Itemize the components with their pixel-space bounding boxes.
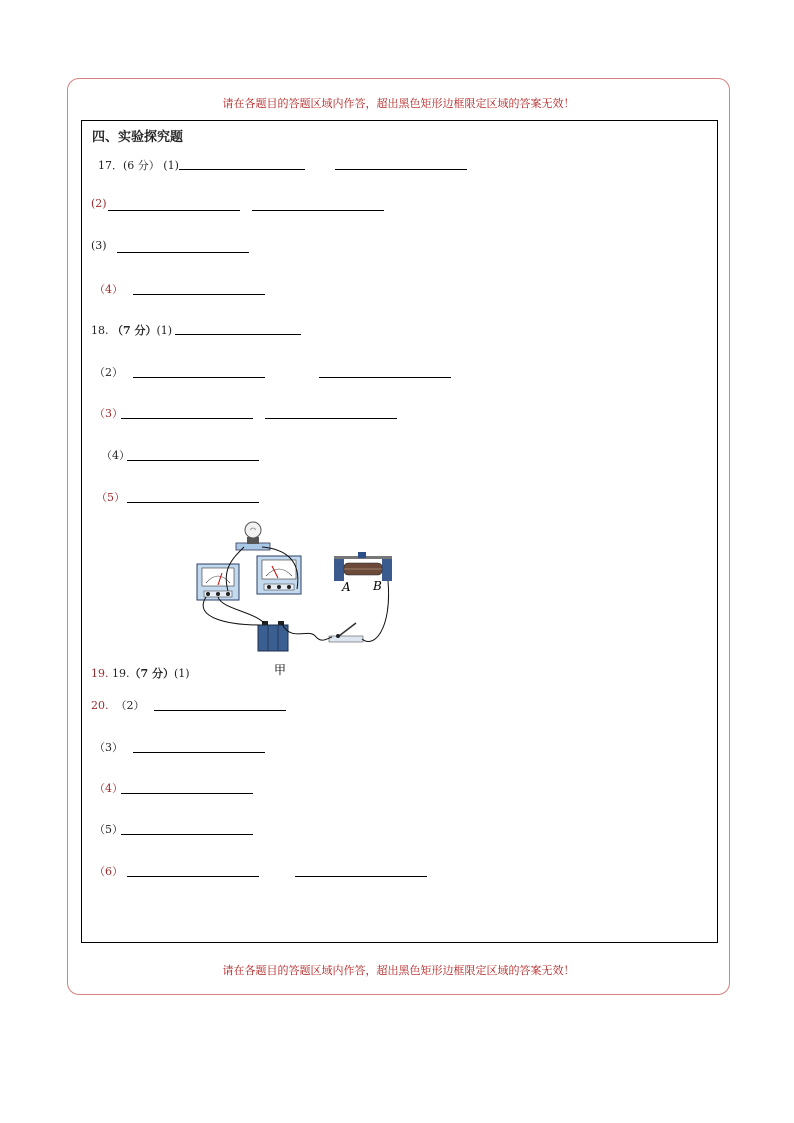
q18-3-blank-b[interactable]	[265, 418, 397, 419]
q19-number-inline: 19.	[112, 667, 130, 680]
q18-2-blank-a[interactable]	[133, 377, 265, 378]
rheostat-icon	[334, 552, 392, 581]
q20-5-blank[interactable]	[121, 834, 253, 835]
q17-part3: (3)	[91, 239, 107, 252]
q17-part2: (2)	[91, 197, 107, 210]
q18-part2: （2）	[94, 366, 123, 379]
voltmeter-icon	[257, 556, 301, 594]
notice-top: 请在各题目的答题区域内作答，超出黑色矩形边框限定区域的答案无效！	[222, 97, 575, 110]
q20-2-blank[interactable]	[154, 710, 286, 711]
q18-part5: （5）	[96, 491, 125, 504]
q17-number: 17．	[98, 159, 123, 172]
label-b: B	[373, 579, 382, 593]
q18-3-blank-a[interactable]	[121, 418, 253, 419]
battery-icon	[258, 621, 288, 651]
q18-part1: (1)	[156, 324, 173, 337]
lamp-icon	[236, 522, 270, 550]
q20-4-blank[interactable]	[121, 793, 253, 794]
q17-row1	[98, 157, 179, 173]
q20-3-blank[interactable]	[133, 752, 265, 753]
switch-icon	[329, 623, 363, 642]
figure-caption: 甲	[274, 663, 287, 677]
q19-row1	[91, 665, 190, 681]
circuit-diagram	[192, 519, 422, 679]
q18-2-blank-b[interactable]	[319, 377, 451, 378]
q19-part1: (1)	[173, 667, 190, 680]
answer-region	[81, 120, 718, 943]
q17-part4: （4）	[94, 283, 123, 296]
q18-number: 18.	[91, 324, 109, 337]
q18-5-blank[interactable]	[127, 502, 259, 503]
ammeter-icon	[197, 564, 239, 600]
q18-part4: （4）	[101, 449, 130, 462]
q18-4-blank[interactable]	[127, 460, 259, 461]
q20-number: 20.	[91, 699, 109, 712]
q17-part1: (1)	[163, 159, 179, 172]
q20-part6: （6）	[94, 865, 123, 878]
q19-score: （7 分）	[129, 667, 174, 680]
q20-part3: （3）	[94, 741, 123, 754]
q20-6-blank-a[interactable]	[127, 876, 259, 877]
q18-1-blank[interactable]	[175, 334, 301, 335]
notice-bottom: 请在各题目的答题区域内作答，超出黑色矩形边框限定区域的答案无效！	[222, 964, 575, 977]
q20-6-blank-b[interactable]	[295, 876, 427, 877]
q18-row1	[91, 322, 172, 338]
q20-part5: （5）	[94, 823, 123, 836]
q18-part3: （3）	[94, 407, 123, 420]
q17-score: (6 分）	[123, 159, 160, 172]
q20-part2: （2）	[115, 699, 145, 712]
q17-4-blank[interactable]	[133, 294, 265, 295]
section-title: 四、实验探究题	[92, 130, 184, 145]
q17-2-blank-a[interactable]	[108, 210, 240, 211]
q20-row1	[91, 697, 145, 713]
q19-number: 19.	[91, 667, 109, 680]
q17-2-blank-b[interactable]	[252, 210, 384, 211]
q17-1-blank-b[interactable]	[335, 169, 467, 170]
label-a: A	[342, 580, 351, 594]
q20-part4: （4）	[94, 782, 123, 795]
q17-3-blank[interactable]	[117, 252, 249, 253]
q17-1-blank-a[interactable]	[179, 169, 305, 170]
q18-score: （7 分）	[112, 324, 157, 337]
